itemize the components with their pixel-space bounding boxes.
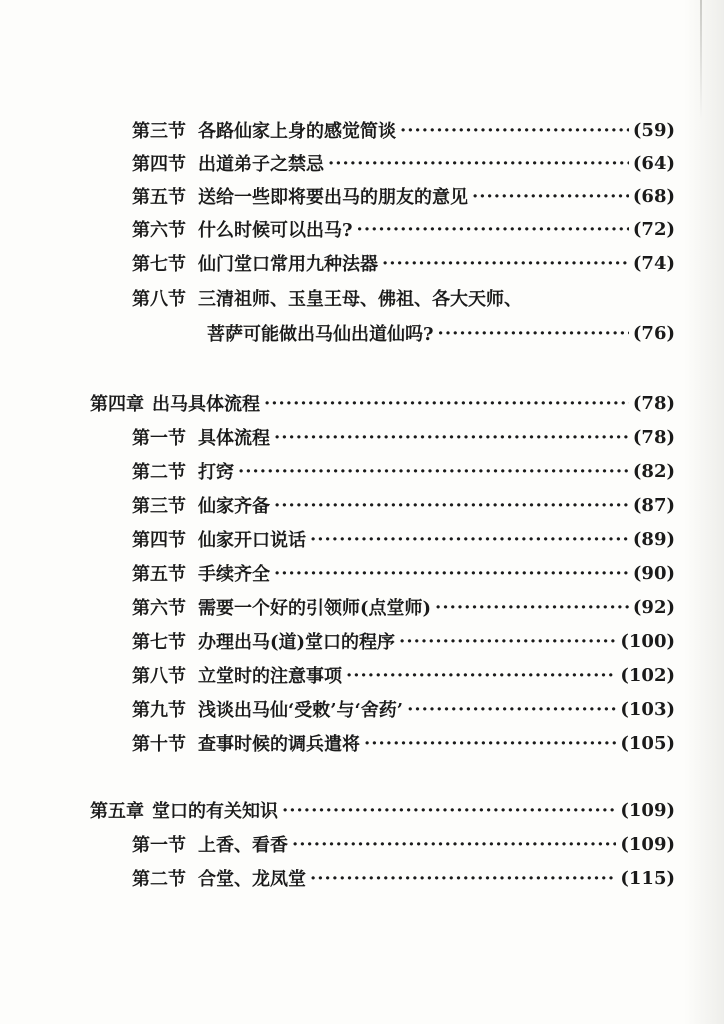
page-number: (78) (632, 426, 675, 448)
section-title: 出道弟子之禁忌 (198, 154, 324, 175)
page-number: (89) (632, 528, 675, 550)
section-number: 第四节 (132, 530, 186, 551)
leader-dots (435, 597, 629, 618)
section-title: 立堂时的注意事项 (198, 666, 342, 687)
toc-entry-4-6[interactable] (132, 590, 675, 624)
leader-dots (274, 495, 629, 516)
page-number: (102) (620, 664, 675, 686)
toc-entry-4-1[interactable] (132, 420, 675, 454)
toc-entry-4-5[interactable] (132, 556, 675, 590)
leader-dots (292, 834, 616, 855)
leader-dots (346, 665, 616, 686)
leader-dots (400, 120, 629, 141)
toc-entry-5-2[interactable] (132, 861, 675, 895)
section-number: 第一节 (132, 428, 186, 449)
toc-entry-3-7[interactable] (132, 246, 675, 280)
page-number: (105) (620, 732, 675, 754)
section-title: 合堂、龙凤堂 (198, 869, 306, 890)
section-title: 仙家齐备 (198, 496, 270, 517)
leader-dots (274, 427, 629, 448)
chapter-number: 第五章 (90, 801, 144, 822)
section-title: 需要一个好的引领师(点堂师) (198, 598, 432, 619)
page-number: (92) (632, 596, 675, 618)
section-number: 第五节 (132, 187, 186, 208)
section-title: 仙门堂口常用九种法器 (198, 254, 378, 275)
section-number: 第三节 (132, 121, 186, 142)
leader-dots (310, 529, 629, 550)
section-number: 第九节 (132, 700, 186, 721)
section-number: 第七节 (132, 254, 186, 275)
section-number: 第八节 (132, 666, 186, 687)
page-number: (109) (620, 833, 675, 855)
page-number: (90) (632, 562, 675, 584)
section-number: 第二节 (132, 462, 186, 483)
page-number: (59) (632, 119, 675, 141)
section-title: 各路仙家上身的感觉简谈 (198, 121, 396, 142)
section-title: 查事时候的调兵遣将 (198, 734, 360, 755)
section-number: 第六节 (132, 598, 186, 619)
page-number: (72) (632, 218, 675, 240)
leader-dots (472, 186, 629, 207)
toc-entry-4-7[interactable] (132, 624, 675, 658)
toc-entry-4-10[interactable] (132, 726, 675, 760)
toc-entry-4-3[interactable] (132, 488, 675, 522)
page-number: (100) (620, 630, 675, 652)
section-number: 第三节 (132, 496, 186, 517)
toc-entry-3-5[interactable] (132, 179, 675, 213)
section-title: 上香、看香 (198, 835, 288, 856)
section-title: 送给一些即将要出马的朋友的意见 (198, 187, 468, 208)
page-number: (64) (632, 152, 675, 174)
section-number: 第七节 (132, 632, 186, 653)
toc-chapter-4[interactable] (90, 386, 675, 420)
section-title: 菩萨可能做出马仙出道仙吗? (207, 324, 434, 345)
toc-entry-4-2[interactable] (132, 454, 675, 488)
page-number: (76) (632, 322, 675, 344)
section-number: 第十节 (132, 734, 186, 755)
toc-entry-3-3[interactable] (132, 113, 675, 147)
section-title: 办理出马(道)堂口的程序 (198, 632, 396, 653)
section-title: 什么时候可以出马? (198, 220, 353, 241)
toc-entry-3-6[interactable] (132, 212, 675, 246)
toc-entry-4-4[interactable] (132, 522, 675, 556)
leader-dots (407, 699, 616, 720)
section-number: 第五节 (132, 564, 186, 585)
page-number: (78) (632, 392, 675, 414)
section-number: 第四节 (132, 154, 186, 175)
page-edge-line (700, 0, 702, 120)
chapter-title: 堂口的有关知识 (152, 801, 278, 822)
section-title: 浅谈出马仙‘受敕’与‘舍药’ (198, 700, 404, 721)
toc-entry-3-8-continued[interactable] (207, 316, 675, 350)
section-title: 三清祖师、玉皇王母、佛祖、各大天师、 (198, 289, 522, 310)
toc-chapter-5[interactable] (90, 793, 675, 827)
page-number: (109) (620, 799, 675, 821)
page-edge-shadow (684, 0, 724, 1024)
leader-dots (399, 631, 616, 652)
page-number: (74) (632, 252, 675, 274)
section-title: 手续齐全 (198, 564, 270, 585)
leader-dots (310, 868, 616, 889)
page-number: (68) (632, 185, 675, 207)
page-number: (82) (632, 460, 675, 482)
toc-entry-4-8[interactable] (132, 658, 675, 692)
section-title: 仙家开口说话 (198, 530, 306, 551)
leader-dots (282, 800, 616, 821)
section-number: 第八节 (132, 289, 186, 310)
page-number: (115) (620, 867, 675, 889)
leader-dots (264, 393, 629, 414)
leader-dots (274, 563, 629, 584)
leader-dots (357, 219, 629, 240)
section-number: 第六节 (132, 220, 186, 241)
section-number: 第二节 (132, 869, 186, 890)
section-number: 第一节 (132, 835, 186, 856)
section-title: 具体流程 (198, 428, 270, 449)
page-number: (87) (632, 494, 675, 516)
leader-dots (438, 323, 629, 344)
toc-entry-4-9[interactable] (132, 692, 675, 726)
leader-dots (364, 733, 616, 754)
chapter-title: 出马具体流程 (152, 394, 260, 415)
page-number: (103) (620, 698, 675, 720)
leader-dots (238, 461, 629, 482)
toc-entry-3-4[interactable] (132, 146, 675, 180)
toc-entry-5-1[interactable] (132, 827, 675, 861)
leader-dots (328, 153, 629, 174)
toc-entry-3-8[interactable] (132, 281, 675, 315)
chapter-number: 第四章 (90, 394, 144, 415)
leader-dots (382, 253, 629, 274)
section-title: 打窍 (198, 462, 234, 483)
